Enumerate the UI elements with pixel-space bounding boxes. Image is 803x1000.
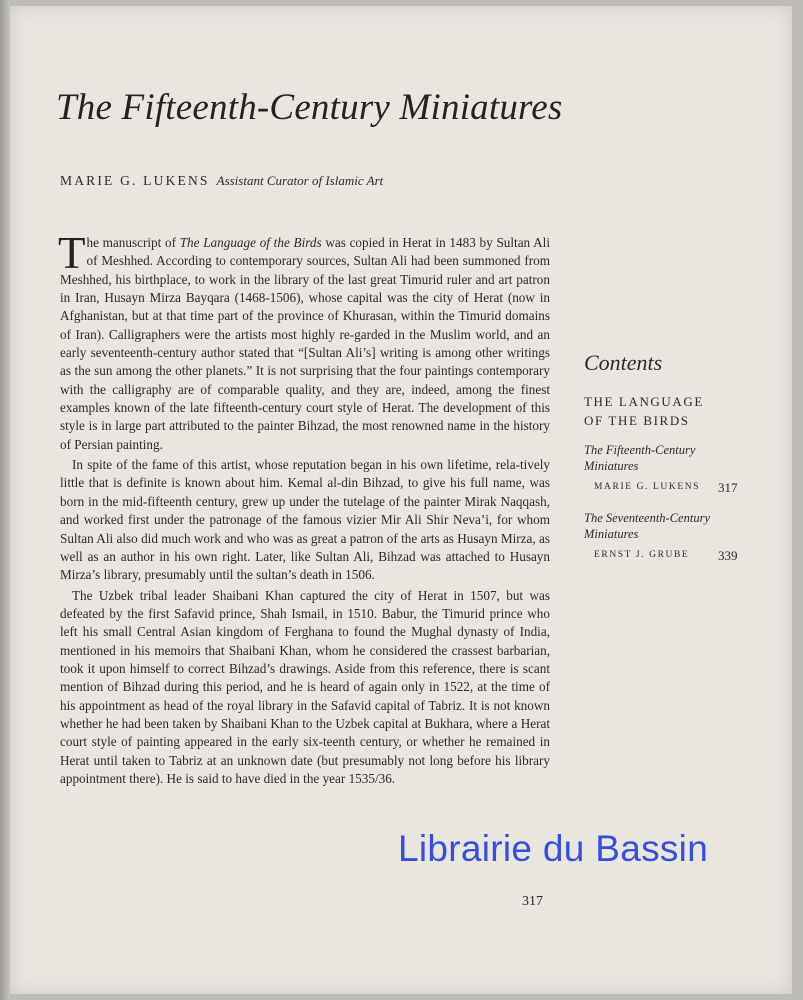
paragraph-2: In spite of the fame of this artist, whose reputation began in his own lifetime, rela-tively little that is definite is known about him. Kemal al-din Bihzad, to give his full name, was born in the mid-fifteenth century, grew up under the tutelage of the painter Mirak Naqqash, and worked first under the patronage of the famous vizier Mir Ali Shir Neva’i, for whom Sultan Ali also did much work and who was as great a patron of the arts as Husayn Mirza, as well as an author in his own right. Later, like Sultan Ali, Bihzad was attached to Husayn Mirza’s library, presumably until the sultan’s death in 1506. <box>60 457 550 583</box>
paragraph-1 <box>58 228 550 454</box>
article-title: The Fifteenth-Century Miniatures <box>56 87 563 128</box>
contents-entry-page: 317 <box>718 480 738 495</box>
article-body <box>58 228 550 790</box>
contents-entry-meta <box>584 548 744 566</box>
table-of-contents <box>584 350 744 576</box>
contents-entry-meta <box>584 480 744 498</box>
drop-cap: T <box>58 228 86 278</box>
watermark: Librairie du Bassin <box>398 828 709 869</box>
paragraph-1-text-b: was copied in Herat in 1483 by Sultan Ali of Meshhed. According to contemporary sources, Sultan Ali had been summoned from Meshhed, his birthplace, to work in the library of the last great Timurid ruler and art patron in Iran, Husayn Mirza Bayqara (1468-1506), whose capital was the city of Herat (now in Afghanistan, but at that time part of the province of Khurasan, within the Timurid domains of Iran). Calligraphers were the artists most highly re-garded in the Muslim world, and an early seventeenth-century author stated that “[Sultan Ali’s] writing is among other writings as the sun among the other planets.” It is not surprising that the four paintings contemporary with the calligraphy are of comparable quality, and they are, indeed, among the finest examples known of the late fifteenth-century court style of Herat. The development of this style is in large part attributed to the painter Bihzad, the most renowned name in the history of Persian painting. <box>60 235 550 452</box>
byline <box>60 172 383 190</box>
manuscript-title: The Language of the Birds <box>179 235 322 250</box>
contents-entry-author: ERNST J. GRUBE <box>594 550 690 560</box>
author-role: Assistant Curator of Islamic Art <box>216 173 384 188</box>
contents-entry-page: 339 <box>718 548 738 563</box>
contents-section-title: THE LANGUAGE OF THE BIRDS <box>584 394 704 428</box>
paragraph-1-text-a: he manuscript of <box>86 235 180 250</box>
contents-entry-title[interactable]: The Seventeenth-Century Miniatures <box>584 511 710 541</box>
contents-heading: Contents <box>584 350 663 375</box>
scan-edge-shadow <box>0 0 10 1000</box>
contents-entry-title[interactable]: The Fifteenth-Century Miniatures <box>584 443 696 473</box>
paragraph-3: The Uzbek tribal leader Shaibani Khan captured the city of Herat in 1507, but was defeated by the first Safavid prince, Shah Ismail, in 1510. Babur, the Timurid prince who left his small Central Asian kingdom of Ferghana to found the Mughal dynasty of India, mentioned in his memoirs that Shaibani Khan, whom he considered the crassest barbarian, took it upon himself to correct Bihzad’s drawings. Aside from this reference, there is scant mention of Bihzad during this period, and he is heard of again only in 1522, at the time of his appointment as head of the royal library in the Safavid capital of Tabriz. It is not known whether he had been taken by Shaibani Khan to the Uzbek capital at Bukhara, where a Herat court style of painting appeared in the early six-teenth century, or whether he remained in Herat until taken to Tabriz at an unknown date (but presumably not long before his library appointment there). He is said to have died in the year 1535/36. <box>60 587 550 786</box>
page-number: 317 <box>522 894 543 909</box>
author-name: MARIE G. LUKENS <box>60 173 210 188</box>
contents-entry-author: MARIE G. LUKENS <box>594 482 701 492</box>
